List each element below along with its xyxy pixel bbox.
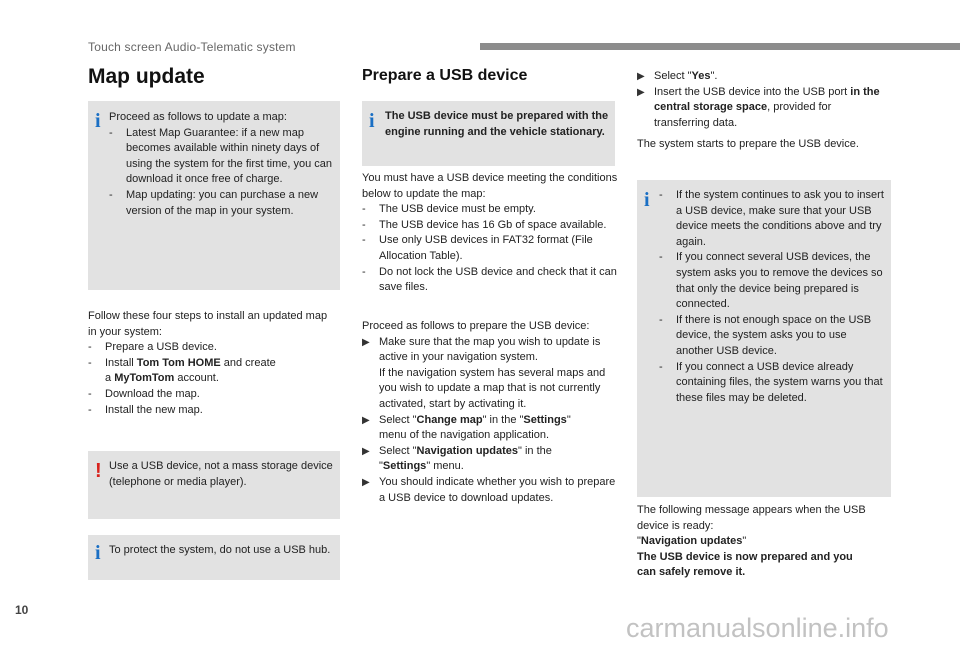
condition-item: - The USB device must be empty. [362,203,536,216]
condition-item: - The USB device has 16 Gb of space available. [362,218,607,231]
arrow-icon: ▶︎ [362,476,370,488]
info-box-usb-notes [637,180,891,497]
steps-intro: Follow these four steps to install an updated map in your system: [88,310,328,338]
info-box-map-update [88,101,340,290]
step-item: - Download the map. [88,387,200,400]
condition-item: - Do not lock the USB device and check that it can save files. [362,265,617,294]
warning-text: Use a USB device, not a mass storage device (telephone or media player). [109,460,333,488]
proceed-block [362,319,618,506]
ready-intro: The following message appears when the USB device is ready: [637,504,866,532]
procedure-step: ▶︎ Insert the USB device into the USB port in the central storage space, provided for transferring data. [637,85,889,132]
procedure-step: ▶︎ Select "Navigation updates" in the "Settings" menu. [362,444,618,475]
page-number: 10 [15,603,29,617]
note-item: - If you connect a USB device already containing files, the system warns you that these files may be deleted. [659,360,883,404]
header-bar [480,43,960,50]
condition-item: - Use only USB devices in FAT32 format (File Allocation Table). [362,234,593,262]
arrow-icon: ▶︎ [362,414,370,426]
info-icon: i [369,110,375,132]
step-item: - Prepare a USB device. [88,341,217,354]
ready-message: "Navigation updates" [637,535,747,548]
ready-message-body: The USB device is now prepared and you can safely remove it. [637,550,853,579]
procedure-step: ▶︎ You should indicate whether you wish to prepare a USB device to download updates. [362,475,618,506]
arrow-icon: ▶︎ [637,71,645,82]
info-box-engine-running [362,101,615,166]
steps-block [88,309,333,418]
heading-map-update: Map update [88,65,205,88]
list-item: - Latest Map Guarantee: if a new map becomes available within ninety days of using the system for the first time, you can download it once free of charge. [109,126,333,186]
arrow-icon: ▶︎ [362,336,370,348]
note-item: - If there is not enough space on the USB device, the system asks you to use another USB device. [659,313,872,357]
step-item: - Install the new map. [88,403,203,416]
proceed-intro: Proceed as follows to prepare the USB device: [362,320,590,332]
warning-icon: ! [95,460,102,482]
procedure-step: ▶︎ Make sure that the map you wish to update is active in your navigation system. If the navigation system has several maps and you wish to update a map that is not currently activated, start by activating it. [362,335,618,413]
info-icon: i [95,542,101,564]
note-item: - If the system continues to ask you to insert a USB device, make sure that your USB device meets the conditions above and try again. [659,189,884,248]
procedure-step: ▶︎ Select "Yes". [637,69,889,85]
system-starts-text: The system starts to prepare the USB device. [637,138,859,151]
info-intro: Proceed as follows to update a map: [109,111,287,123]
step-item: - Install Tom Tom HOME and create a MyTomTom account. [88,356,276,385]
info-text: To protect the system, do not use a USB hub. [109,544,331,556]
conditions-intro: You must have a USB device meeting the conditions below to update the map: [362,172,618,200]
info-icon: i [95,110,101,132]
info-text: The USB device must be prepared with the engine running and the vehicle stationary. [385,110,609,138]
info-box-usb-hub [88,535,340,580]
info-icon: i [644,189,650,211]
list-item: - Map updating: you can purchase a new version of the map in your system. [109,188,319,217]
heading-prepare-usb: Prepare a USB device [362,67,528,84]
running-header-title: Touch screen Audio-Telematic system [88,40,296,54]
watermark-text: carmanualsonline.info [626,613,889,643]
arrow-icon: ▶︎ [637,86,645,98]
col3-steps [637,69,889,153]
warning-box [88,451,340,519]
arrow-icon: ▶︎ [362,445,370,457]
procedure-step: ▶︎ Select "Change map" in the "Settings" menu of the navigation application. [362,413,618,444]
conditions-block [362,171,618,296]
ready-block [637,503,893,581]
note-item: - If you connect several USB devices, the system asks you to remove the devices so that only the device being prepared is connected. [659,251,883,311]
